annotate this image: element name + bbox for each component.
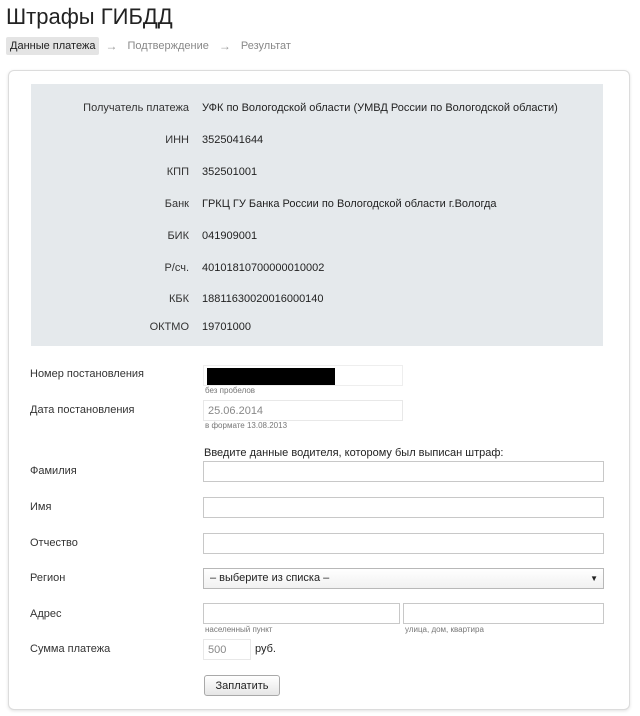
recipient-value: 041909001: [202, 230, 258, 242]
step-breadcrumb: [6, 37, 295, 55]
step-payment-data: Данные платежа: [6, 37, 99, 55]
driver-intro-text: Введите данные водителя, которому был выписан штраф:: [204, 447, 504, 459]
payment-form-card: [8, 70, 630, 710]
last-name-input[interactable]: [203, 461, 604, 482]
amount-label: Сумма платежа: [30, 643, 111, 655]
region-select[interactable]: [203, 568, 604, 589]
amount-input[interactable]: [203, 639, 251, 660]
recipient-label: ОКТМО: [149, 321, 189, 333]
recipient-label: БИК: [167, 230, 189, 242]
region-selected-value: – выберите из списка –: [210, 572, 330, 584]
recipient-row-bank: [31, 196, 603, 212]
resolution-date-hint: в формате 13.08.2013: [205, 421, 288, 430]
recipient-row-bik: [31, 228, 603, 244]
recipient-value: ГРКЦ ГУ Банка России по Вологодской области г.Вологда: [202, 198, 497, 210]
recipient-label: КПП: [166, 166, 189, 178]
arrow-right-icon: →: [105, 39, 118, 53]
recipient-label: КБК: [168, 293, 189, 305]
recipient-label: ИНН: [165, 134, 189, 146]
recipient-value: 18811630020016000140: [202, 293, 324, 305]
recipient-row-account: [31, 260, 603, 276]
recipient-value: 3525041644: [202, 134, 264, 146]
recipient-label: Получатель платежа: [83, 102, 189, 114]
first-name-input[interactable]: [203, 497, 604, 518]
recipient-details-panel: [31, 84, 603, 346]
step-confirmation: Подтверждение: [127, 40, 209, 52]
address-label: Адрес: [30, 608, 62, 620]
recipient-row-kpp: [31, 164, 603, 180]
step-result: Результат: [240, 40, 291, 52]
currency-label: руб.: [255, 643, 276, 655]
recipient-value: 352501001: [202, 166, 258, 178]
resolution-number-label: Номер постановления: [30, 368, 145, 380]
recipient-row-inn: [31, 132, 603, 148]
region-label: Регион: [30, 572, 66, 584]
resolution-number-hint: без пробелов: [205, 386, 256, 395]
address-city-hint: населенный пункт: [205, 625, 273, 634]
last-name-label: Фамилия: [30, 465, 77, 477]
recipient-row-kbk: [31, 291, 603, 307]
resolution-date-label: Дата постановления: [30, 404, 135, 416]
recipient-label: Р/сч.: [164, 262, 189, 274]
address-city-input[interactable]: [203, 603, 400, 624]
recipient-value: 19701000: [202, 321, 251, 333]
address-street-input[interactable]: [403, 603, 604, 624]
first-name-label: Имя: [30, 501, 52, 513]
recipient-value: УФК по Вологодской области (УМВД России по Вологодской области): [202, 102, 558, 114]
patronymic-label: Отчество: [30, 537, 78, 549]
pay-button[interactable]: Заплатить: [204, 675, 280, 696]
page-title: Штрафы ГИБДД: [6, 4, 173, 29]
arrow-right-icon: →: [218, 39, 231, 53]
caret-down-icon: ▼: [590, 574, 598, 583]
resolution-date-input[interactable]: [203, 400, 403, 421]
recipient-label: Банк: [164, 198, 189, 210]
recipient-row-payee: [31, 100, 603, 116]
address-street-hint: улица, дом, квартира: [405, 625, 484, 634]
patronymic-input[interactable]: [203, 533, 604, 554]
redacted-value: [207, 368, 335, 385]
recipient-value: 40101810700000010002: [202, 262, 325, 274]
recipient-row-oktmo: [31, 319, 603, 335]
